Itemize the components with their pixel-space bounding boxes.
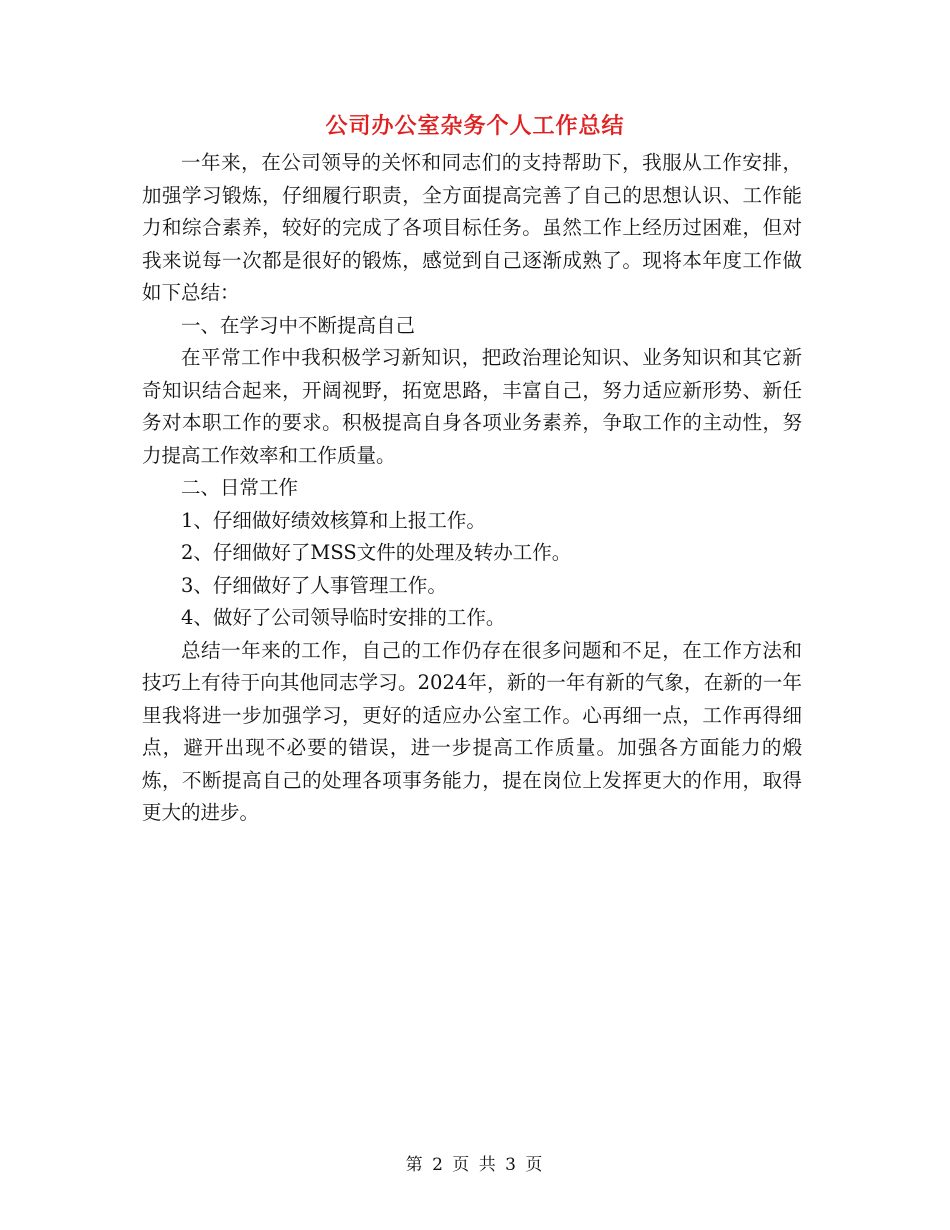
section-heading-daily-work: 二、日常工作 bbox=[181, 476, 299, 499]
paragraph-study: 在平常工作中我积极学习新知识，把政治理论知识、业务知识和其它新奇知识结合起来，开阔视野，拓宽思路，丰富自己，努力适应新形势、新任务对本职工作的要求。积极提高自身各项业务素养，争取工作的主动性，努力提高工作效率和工作质量。 bbox=[142, 346, 802, 467]
list-item: 1、仔细做好绩效核算和上报工作。 bbox=[181, 508, 486, 532]
paragraph-intro: 一年来，在公司领导的关怀和同志们的支持帮助下，我服从工作安排，加强学习锻炼，仔细履行职责，全方面提高完善了自己的思想认识、工作能力和综合素养，较好的完成了各项目标任务。虽然工作上经历过困难，但对我来说每一次都是很好的锻炼，感觉到自己逐渐成熟了。现将本年度工作做如下总结： bbox=[142, 151, 802, 304]
paragraph-summary: 总结一年来的工作，自己的工作仍存在很多问题和不足，在工作方法和技巧上有待于向其他同志学习。2024年，新的一年有新的气象，在新的一年里我将进一步加强学习，更好的适应办公室工作。心再细一点，工作再得细点，避开出现不必要的错误，进一步提高工作质量。加强各方面能力的煅炼，不断提高自己的处理各项事务能力，提在岗位上发挥更大的作用，取得更大的进步。 bbox=[142, 638, 802, 824]
document-body bbox=[142, 147, 802, 830]
document-title: 公司办公室杂务个人工作总结 bbox=[325, 113, 625, 139]
section-heading-study: 一、在学习中不断提高自己 bbox=[181, 313, 416, 337]
page-number-footer: 第 2 页 共 3 页 bbox=[405, 1155, 545, 1175]
list-item: 2、仔细做好了MSS文件的处理及转办工作。 bbox=[181, 541, 572, 564]
list-item: 3、仔细做好了人事管理工作。 bbox=[181, 573, 447, 597]
list-item: 4、做好了公司领导临时安排的工作。 bbox=[181, 606, 506, 629]
